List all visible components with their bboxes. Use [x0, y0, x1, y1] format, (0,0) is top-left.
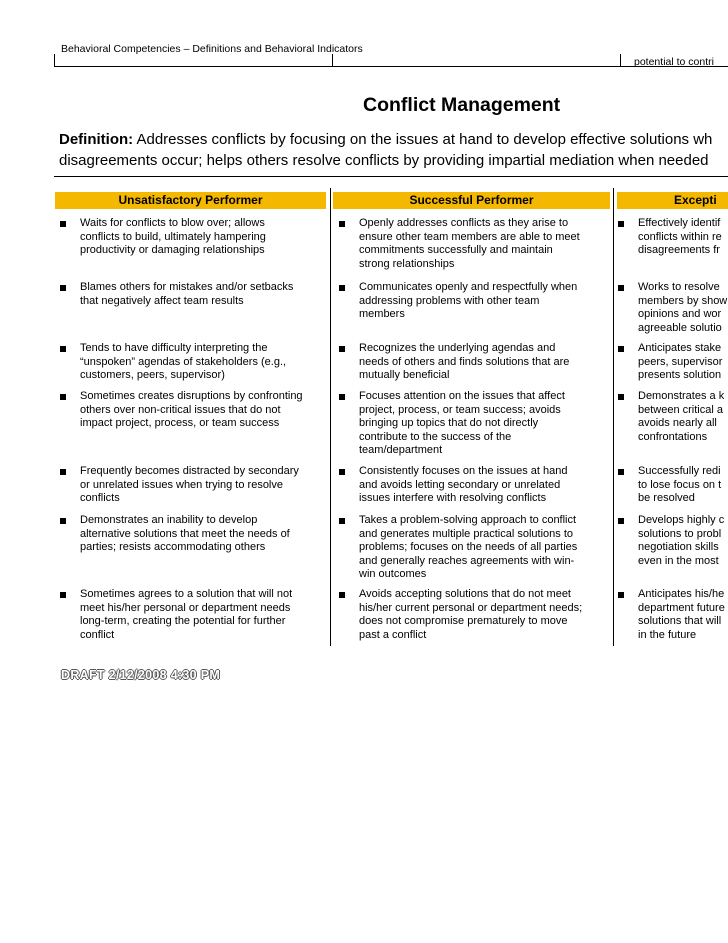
indicator-line: opinions and wor	[638, 308, 722, 320]
bullet-icon	[618, 221, 624, 227]
indicator-line: in the future	[638, 628, 697, 641]
indicator-line: Waits for conflicts to blow over; allows	[80, 217, 265, 229]
indicator-line: Blames others for mistakes and/or setbacks	[80, 281, 294, 293]
indicator-line: disagreements fr	[638, 244, 720, 256]
definition-label: Definition:	[59, 131, 134, 148]
indicator-line: negotiation skills	[638, 541, 719, 553]
indicator-line: productivity or damaging relationships	[80, 244, 265, 256]
indicator-line: mutually beneficial	[359, 369, 450, 381]
indicator-line: does not compromise prematurely to move	[359, 615, 568, 627]
indicator-line: Recognizes the underlying agendas and	[359, 342, 556, 354]
column-header-successful: Successful Performer	[333, 192, 610, 209]
header-table	[54, 54, 728, 67]
indicator-line: bringing up topics that do not directly	[359, 417, 539, 429]
indicator-line: and avoids letting secondary or unrelated	[359, 478, 561, 491]
indicator-succ	[359, 588, 611, 642]
indicator-line: impact project, process, or team success	[80, 417, 280, 429]
bullet-icon	[618, 285, 624, 291]
indicator-exc	[638, 465, 728, 506]
indicator-line: Takes a problem-solving approach to conflict	[359, 514, 577, 526]
bullet-icon	[60, 469, 66, 475]
indicator-line: Demonstrates a k	[638, 390, 725, 402]
indicator-line: between critical a	[638, 403, 723, 416]
indicator-line: strong relationships	[359, 257, 455, 270]
indicator-line: confrontations	[638, 430, 708, 443]
indicator-line: past a conflict	[359, 628, 427, 641]
indicator-line: Demonstrates an inability to develop	[80, 514, 258, 526]
indicator-line: parties; resists accommodating others	[80, 541, 266, 553]
indicator-line: Anticipates his/he	[638, 588, 725, 600]
bullet-icon	[339, 221, 345, 227]
indicator-line: needs of others and finds solutions that are	[359, 355, 570, 368]
indicator-exc	[638, 281, 728, 335]
bullet-icon	[339, 469, 345, 475]
indicator-unsat	[80, 390, 326, 431]
indicator-unsat	[80, 465, 326, 506]
column-divider	[613, 188, 614, 646]
indicator-line: and generates multiple practical solutions to	[359, 527, 574, 540]
indicator-line: team/department	[359, 444, 443, 456]
indicator-line: “unspoken” agendas of stakeholders (e.g.,	[80, 355, 287, 368]
definition-line: disagreements occur; helps others resolve conflicts by providing impartial mediation when needed	[59, 152, 709, 169]
indicator-line: win outcomes	[359, 568, 427, 580]
indicator-line: Anticipates stake	[638, 342, 722, 354]
indicator-line: even in the most	[638, 554, 719, 567]
indicator-line: Effectively identif	[638, 217, 721, 229]
indicator-succ	[359, 217, 611, 271]
indicator-exc	[638, 217, 728, 258]
definition-line: Addresses conflicts by focusing on the issues at hand to develop effective solutions wh	[133, 131, 713, 148]
column-header-label: Excepti	[674, 193, 717, 207]
indicator-line: that negatively affect team results	[80, 294, 244, 307]
indicator-line: conflicts	[80, 492, 120, 504]
indicator-line: Openly addresses conflicts as they arise to	[359, 217, 569, 229]
bullet-icon	[339, 285, 345, 291]
indicator-line: customers, peers, supervisor)	[80, 369, 225, 381]
indicator-line: peers, supervisor	[638, 355, 723, 368]
indicator-line: solutions to probl	[638, 527, 722, 540]
bullet-icon	[60, 394, 66, 400]
running-header: Behavioral Competencies – Definitions and Behavioral Indicators	[61, 43, 363, 55]
section-divider	[54, 176, 728, 177]
indicator-line: conflicts within re	[638, 230, 722, 243]
bullet-icon	[618, 394, 624, 400]
page-title: Conflict Management	[363, 94, 561, 116]
indicator-line: long-term, creating the potential for further	[80, 615, 286, 627]
bullet-icon	[339, 346, 345, 352]
indicator-exc	[638, 390, 728, 444]
indicator-line: or unrelated issues when trying to resolve	[80, 478, 283, 491]
indicator-line: members	[359, 308, 405, 320]
definition-paragraph	[59, 129, 728, 171]
indicator-line: project, process, or team success; avoids	[359, 403, 561, 416]
indicator-line: department future	[638, 601, 725, 614]
indicator-line: be resolved	[638, 492, 695, 504]
bullet-icon	[618, 469, 624, 475]
bullet-icon	[60, 285, 66, 291]
indicator-line: Focuses attention on the issues that affect	[359, 390, 565, 402]
indicator-succ	[359, 465, 611, 506]
indicator-line: solutions that will	[638, 615, 722, 627]
bullet-icon	[60, 221, 66, 227]
indicator-line: Sometimes agrees to a solution that will not	[80, 588, 293, 600]
indicator-succ	[359, 390, 611, 458]
indicator-line: Sometimes creates disruptions by confronting	[80, 390, 303, 402]
bullet-icon	[60, 518, 66, 524]
bullet-icon	[618, 518, 624, 524]
indicator-line: his/her current personal or department needs;	[359, 601, 583, 614]
indicator-line: commitments successfully and maintain	[359, 244, 553, 256]
column-header-unsatisfactory: Unsatisfactory Performer	[55, 192, 326, 209]
indicator-exc	[638, 342, 728, 383]
header-divider	[332, 54, 333, 66]
bullet-icon	[339, 592, 345, 598]
indicator-line: others over non-critical issues that do not	[80, 403, 281, 416]
indicator-line: ensure other team members are able to meet	[359, 230, 580, 243]
indicator-unsat	[80, 588, 326, 642]
column-divider	[330, 188, 331, 646]
bullet-icon	[339, 394, 345, 400]
bullet-icon	[618, 592, 624, 598]
indicator-line: conflict	[80, 628, 115, 641]
bullet-icon	[618, 346, 624, 352]
indicator-line: Works to resolve	[638, 281, 720, 293]
bullet-icon	[60, 592, 66, 598]
indicator-line: agreeable solutio	[638, 321, 722, 334]
indicator-line: meet his/her personal or department needs	[80, 601, 291, 614]
bullet-icon	[339, 518, 345, 524]
draft-stamp: DRAFT 2/12/2008 4:30 PM	[61, 668, 221, 682]
header-overflow-text: potential to contri	[634, 56, 714, 68]
indicator-unsat	[80, 342, 326, 383]
indicator-line: Communicates openly and respectfully when	[359, 281, 578, 293]
bullet-icon	[60, 346, 66, 352]
indicator-line: issues interfere with resolving conflicts	[359, 492, 547, 504]
indicator-line: Develops highly c	[638, 514, 725, 526]
indicator-succ	[359, 281, 611, 322]
indicator-succ	[359, 514, 611, 582]
indicator-line: Avoids accepting solutions that do not meet	[359, 588, 571, 600]
indicator-succ	[359, 342, 611, 383]
indicator-line: to lose focus on t	[638, 478, 722, 491]
indicator-line: Tends to have difficulty interpreting the	[80, 342, 268, 354]
indicator-line: avoids nearly all	[638, 417, 717, 429]
indicator-exc	[638, 588, 728, 642]
column-header-exceptional	[617, 192, 728, 209]
indicator-line: and generally reaches agreements with win-	[359, 554, 575, 567]
indicator-line: Frequently becomes distracted by secondary	[80, 465, 299, 477]
indicator-unsat	[80, 217, 326, 258]
indicator-line: Consistently focuses on the issues at hand	[359, 465, 568, 477]
indicator-line: Successfully redi	[638, 465, 721, 477]
indicator-line: conflicts to build, ultimately hampering	[80, 230, 266, 243]
indicator-line: addressing problems with other team	[359, 294, 540, 307]
header-divider	[620, 54, 621, 66]
indicator-line: presents solution	[638, 369, 722, 381]
indicator-unsat	[80, 281, 326, 308]
indicator-line: members by show	[638, 294, 728, 307]
indicator-exc	[638, 514, 728, 568]
indicator-line: contribute to the success of the	[359, 430, 512, 443]
indicator-line: alternative solutions that meet the needs of	[80, 527, 290, 540]
indicator-unsat	[80, 514, 326, 555]
indicator-line: problems; focuses on the needs of all parties	[359, 541, 578, 553]
